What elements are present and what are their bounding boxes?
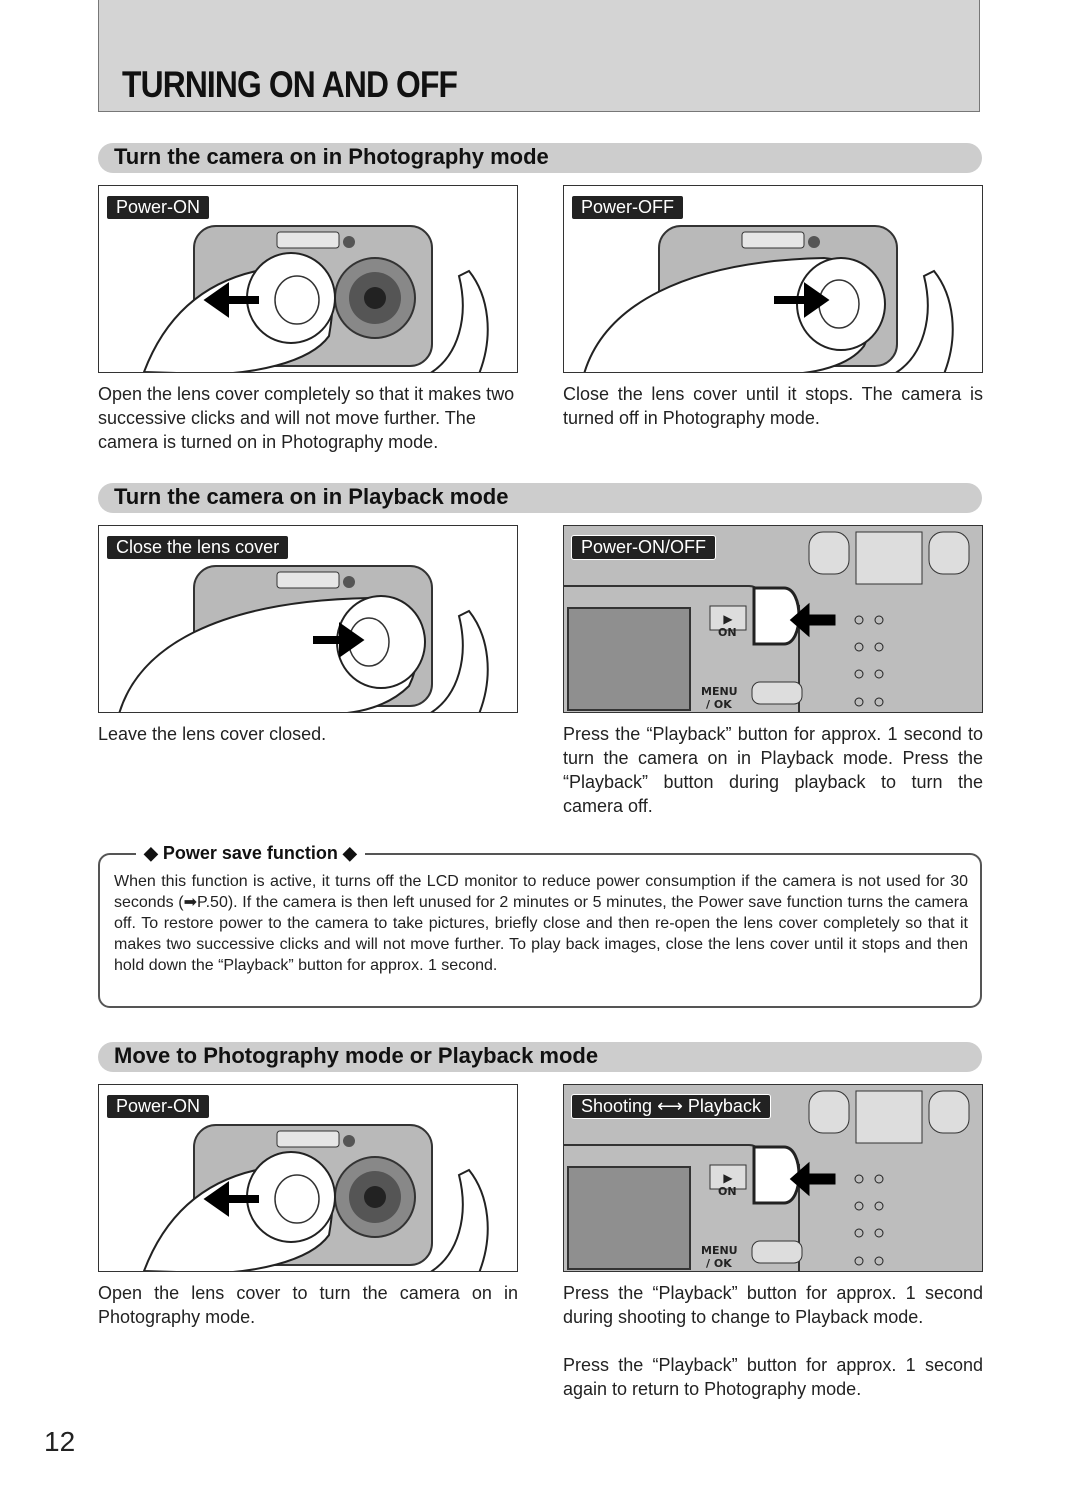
- figure-tag: Power-OFF: [571, 195, 684, 220]
- caption-playback-button: Press the “Playback” button for approx. 1 second to turn the camera on in Playback mode. Press the “Playback” button during playback to turn the camera off.: [563, 724, 983, 816]
- figure-power-off: [563, 185, 983, 373]
- caption-switch-to-playback: Press the “Playback” button for approx. 1 second during shooting to change to Playback mode.: [563, 1283, 983, 1327]
- section-header-playback: [98, 483, 982, 513]
- caption-return-to-photography: Press the “Playback” button for approx. 1 second again to return to Photography mode.: [563, 1355, 983, 1399]
- caption-open-cover: Open the lens cover to turn the camera on in Photography mode.: [98, 1283, 518, 1327]
- caption-lens-closed: Leave the lens cover closed.: [98, 724, 327, 744]
- section-header-move-mode: [98, 1042, 982, 1072]
- on-label: ON: [718, 1185, 737, 1198]
- menu-label: MENU: [701, 1244, 738, 1257]
- caption-power-off: Close the lens cover until it stops. The camera is turned off in Photography mode.: [563, 384, 983, 428]
- figure-tag: Close the lens cover: [106, 535, 289, 560]
- double-arrow-icon: ⟷: [657, 1096, 683, 1116]
- figure-lens-closed: [98, 525, 518, 713]
- ok-label: / OK: [706, 1257, 732, 1270]
- diamond-icon: ◆: [144, 843, 158, 863]
- section-title: Turn the camera on in Playback mode: [114, 484, 509, 509]
- svg-text:▶: ▶: [723, 612, 733, 626]
- svg-text:▶: ▶: [723, 1171, 733, 1185]
- diamond-icon: ◆: [342, 843, 357, 863]
- figure-mode-switch: [563, 1084, 983, 1272]
- figure-playback-button: [563, 525, 983, 713]
- page-title: TURNING ON AND OFF: [122, 64, 458, 105]
- on-label: ON: [718, 626, 737, 639]
- figure-power-on: [98, 185, 518, 373]
- figure-tag: Power-ON/OFF: [571, 535, 716, 560]
- power-save-title: ◆ Power save function ◆: [136, 843, 365, 864]
- section-title: Turn the camera on in Photography mode: [114, 144, 549, 169]
- section-header-photography: [98, 143, 982, 173]
- caption-power-on: Open the lens cover completely so that it makes two successive clicks and will not move further. The camera is turned on in Photography mode.: [98, 384, 515, 452]
- figure-tag: Shooting ⟷ Playback: [571, 1094, 771, 1119]
- figure-power-on-2: [98, 1084, 518, 1272]
- power-save-text: When this function is active, it turns off the LCD monitor to reduce power consumption if the camera is not used for 30 seconds (➡P.50). If the camera is then left unused for 2 minutes or 5 minutes, the Power save function turns the camera off. To restore power to the camera to take pictures, briefly close and then re-open the lens cover completely so that it makes two successive clicks and will not move further. To play back images, close the lens cover until it stops and then hold down the “Playback” button for approx. 1 second.: [114, 873, 968, 974]
- figure-tag: Power-ON: [106, 195, 210, 220]
- figure-tag: Power-ON: [106, 1094, 210, 1119]
- menu-label: MENU: [701, 685, 738, 698]
- section-title: Move to Photography mode or Playback mode: [114, 1043, 599, 1068]
- ok-label: / OK: [706, 698, 732, 711]
- page-number: 12: [44, 1426, 76, 1457]
